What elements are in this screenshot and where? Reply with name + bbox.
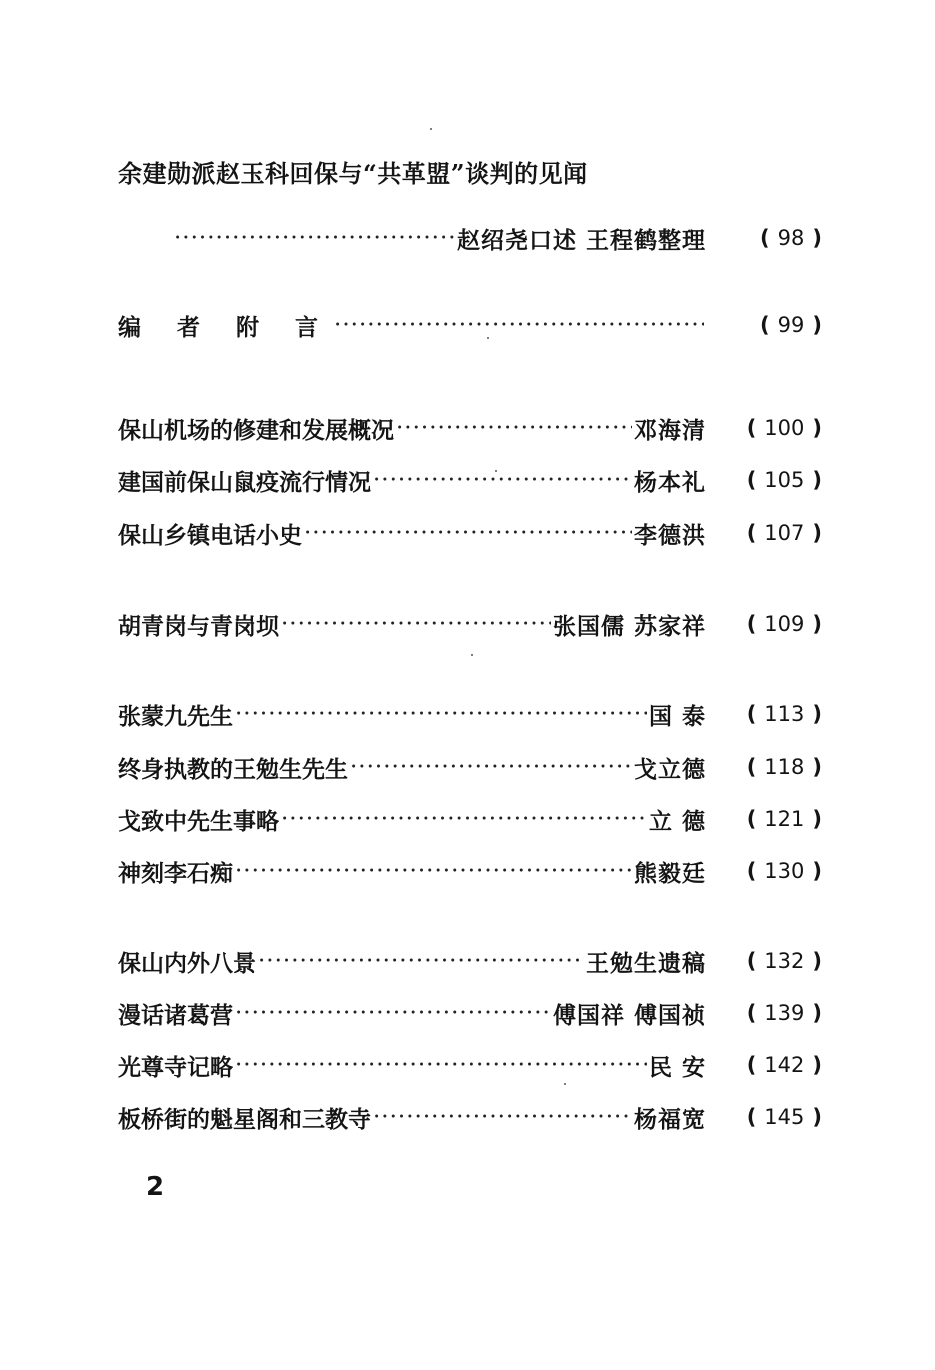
toc-entry-page: ( 139 ) [746, 1001, 822, 1025]
toc-entry [118, 463, 830, 497]
toc-entry [118, 854, 830, 888]
page-ref: 142 [764, 1053, 805, 1077]
toc-entry [118, 516, 830, 550]
toc-entry [118, 996, 830, 1030]
toc-entry-author: 民 安 [648, 1053, 706, 1081]
leader-dots [235, 1052, 647, 1078]
page-ref: 139 [764, 1001, 805, 1025]
toc-entry-title: 终身执教的王勉生先生 [118, 755, 348, 783]
toc-entry-title: 板桥街的魁星阁和三教寺 [118, 1105, 371, 1133]
leader-dots [373, 467, 632, 493]
toc-entry-page: ( 107 ) [746, 521, 822, 545]
page-ref: 145 [764, 1105, 805, 1129]
page-ref: 121 [764, 807, 805, 831]
toc-entry-author: 戈立德 [634, 755, 706, 783]
toc-entry [118, 1048, 830, 1082]
leader-dots [281, 806, 647, 832]
toc-entry-page: ( 99 ) [760, 313, 822, 337]
toc-entry-title: 保山机场的修建和发展概况 [118, 416, 394, 444]
page-number: 2 [146, 1172, 165, 1202]
toc-entry-page: ( 145 ) [746, 1105, 822, 1129]
toc-entry-title: 余建勋派赵玉科回保与“共革盟”谈判的见闻 [118, 159, 588, 188]
toc-entry [118, 750, 830, 784]
toc-entry-title: 建国前保山鼠疫流行情况 [118, 468, 371, 496]
leader-dots [350, 754, 632, 780]
leader-dots [235, 1000, 551, 1026]
toc-entry-page: ( 130 ) [746, 859, 822, 883]
scan-speck [430, 128, 432, 130]
leader-dots [174, 225, 455, 251]
toc-entry [172, 221, 830, 255]
toc-entry-page: ( 142 ) [746, 1053, 822, 1077]
leader-dots [304, 520, 632, 546]
toc-entry-page: ( 100 ) [746, 416, 822, 440]
toc-entry-title: 神刻李石痴 [118, 859, 233, 887]
page-ref: 132 [764, 949, 805, 973]
leader-dots [235, 701, 647, 727]
page-ref: 118 [764, 755, 805, 779]
toc-entry [118, 802, 830, 836]
toc-entry [118, 697, 830, 731]
leader-dots [235, 858, 632, 884]
toc-entry-author: 熊毅廷 [634, 859, 706, 887]
toc-entry-author: 杨福宽 [634, 1105, 706, 1133]
toc-entry-page: ( 118 ) [746, 755, 822, 779]
toc-entry-title: 胡青岗与青岗坝 [118, 612, 279, 640]
page-ref: 130 [764, 859, 805, 883]
page-ref: 100 [764, 416, 805, 440]
toc-entry [118, 1100, 830, 1134]
page-ref: 98 [777, 226, 805, 250]
toc-entry-author: 立 德 [648, 807, 706, 835]
toc-entry-page: ( 132 ) [746, 949, 822, 973]
page-ref: 113 [764, 702, 805, 726]
toc-entry-title: 光尊寺记略 [118, 1053, 233, 1081]
toc-entry-author: 邓海清 [634, 416, 706, 444]
toc-entry-author: 国 泰 [648, 702, 706, 730]
leader-dots [281, 611, 551, 637]
page-ref: 105 [764, 468, 805, 492]
toc-entry-author: 张国儒 苏家祥 [552, 612, 706, 640]
toc-entry-title: 保山乡镇电话小史 [118, 521, 302, 549]
leader-dots [373, 1104, 632, 1130]
toc-entry [118, 308, 830, 342]
toc-entry-title: 张蒙九先生 [118, 702, 233, 730]
scan-speck [564, 1083, 566, 1085]
page-ref: 107 [764, 521, 805, 545]
page-ref: 99 [777, 313, 805, 337]
toc-entry-author: 赵绍尧口述 王程鹤整理 [456, 226, 706, 254]
scan-speck [471, 654, 473, 656]
toc-entry-author: 王勉生遗稿 [586, 949, 706, 977]
toc-entry-title: 编 者 附 言 [118, 313, 333, 341]
toc-entry-title: 漫话诸葛营 [118, 1001, 233, 1029]
leader-dots [396, 415, 632, 441]
leader-dots [258, 948, 584, 974]
toc-entry-page: ( 113 ) [746, 702, 822, 726]
page-ref: 109 [764, 612, 805, 636]
scan-speck [495, 470, 497, 472]
toc-entry-page: ( 121 ) [746, 807, 822, 831]
toc-entry-author: 傅国祥 傅国祯 [552, 1001, 706, 1029]
toc-entry-page: ( 105 ) [746, 468, 822, 492]
toc-entry [118, 411, 830, 445]
scan-speck [487, 337, 489, 339]
toc-entry-title: 保山内外八景 [118, 949, 256, 977]
toc-entry [118, 944, 830, 978]
toc-entry-author: 杨本礼 [634, 468, 706, 496]
toc-entry [118, 607, 830, 641]
leader-dots [334, 312, 704, 338]
toc-entry-page: ( 98 ) [760, 226, 822, 250]
toc-entry-author: 李德洪 [634, 521, 706, 549]
toc-entry-page: ( 109 ) [746, 612, 822, 636]
toc-entry-title: 戈致中先生事略 [118, 807, 279, 835]
